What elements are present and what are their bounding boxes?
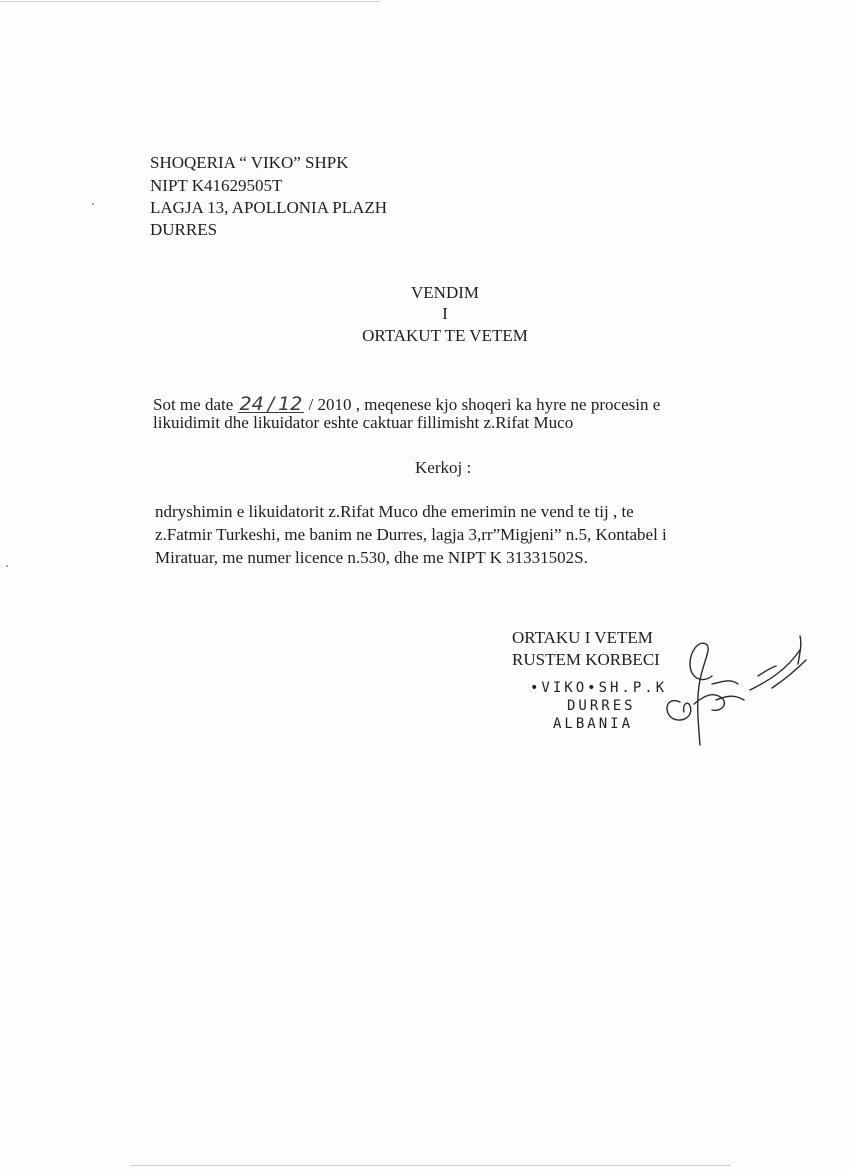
kerkoj-heading: Kerkoj : <box>415 458 472 477</box>
signatory-role: ORTAKU I VETEM <box>512 628 653 647</box>
handwritten-date-separator: / <box>267 393 275 415</box>
handwritten-month: 12 <box>278 393 303 415</box>
handwritten-day: 24 <box>239 393 264 415</box>
scan-speck <box>92 203 94 205</box>
title-vendim: VENDIM <box>411 283 479 302</box>
title-ortakut: ORTAKUT TE VETEM <box>362 326 528 345</box>
date-suffix: / 2010 , meqenese kjo shoqeri ka hyre ne procesin e <box>304 395 661 414</box>
scan-speck <box>6 565 8 567</box>
scan-edge-top <box>0 1 380 2</box>
company-nipt: NIPT K41629505T <box>150 176 283 195</box>
title-i: I <box>442 304 448 323</box>
stamp-line-1: •VIKO•SH.P.K <box>530 680 668 696</box>
signatory-name: RUSTEM KORBECI <box>512 650 660 669</box>
company-city: DURRES <box>150 220 218 239</box>
paragraph-2-line-3: Miratuar, me numer licence n.530, dhe me NIPT K 31331502S. <box>155 548 588 567</box>
date-prefix: Sot me date <box>153 395 234 414</box>
paragraph-1-line-1 <box>153 395 660 415</box>
scan-edge-bottom <box>130 1165 730 1166</box>
paragraph-1-line-2: likuidimit dhe likuidator eshte caktuar fillimisht z.Rifat Muco <box>153 413 574 432</box>
paragraph-2-line-2: z.Fatmir Turkeshi, me banim ne Durres, lagja 3,rr”Migjeni” n.5, Kontabel i <box>155 525 667 544</box>
company-name: SHOQERIA “ VIKO” SHPK <box>150 153 349 172</box>
stamp-line-2: DURRES <box>567 698 636 714</box>
stamp-line-3: ALBANIA <box>553 716 634 732</box>
paragraph-2-line-1: ndryshimin e likuidatorit z.Rifat Muco dhe emerimin ne vend te tij , te <box>155 502 634 521</box>
company-address: LAGJA 13, APOLLONIA PLAZH <box>150 198 388 217</box>
